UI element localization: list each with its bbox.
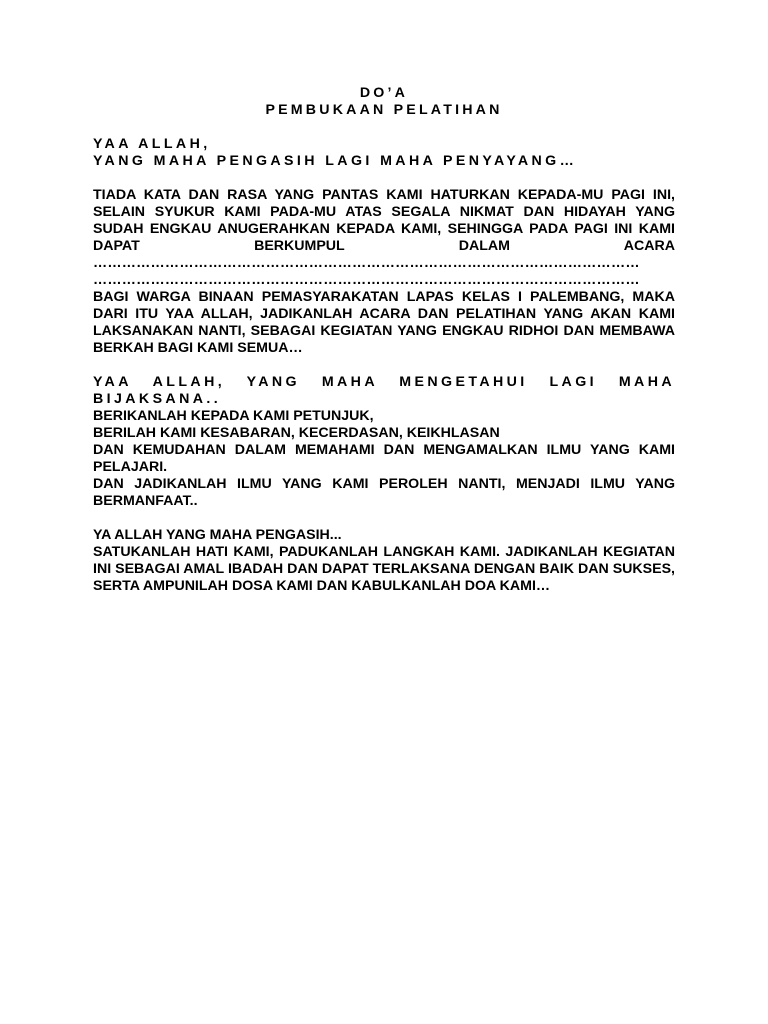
opening-line-1: YAA ALLAH, (93, 136, 211, 152)
dotted-line-2: …………………………………………………………………………………………………… (93, 272, 640, 288)
spacer (93, 170, 675, 187)
paragraph-3-heading: YA ALLAH YANG MAHA PENGASIH... (93, 527, 342, 543)
paragraph-3: SATUKANLAH HATI KAMI, PADUKANLAH LANGKAH KAMI. JADIKANLAH KEGIATAN INI SEBAGAI AMAL IBADAH DAN DAPAT TERLAKSANA DENGAN BAIK DAN SUKSES, SERTA AMPUNILAH DOSA KAMI DAN KABULKANLAH DOA KAMI… (93, 544, 675, 594)
document-title-line-2: PEMBUKAAN PELATIHAN (265, 102, 503, 118)
paragraph-2-line-2: BERILAH KAMI KESABARAN, KECERDASAN, KEIKHLASAN (93, 425, 500, 441)
opening-line-2: YANG MAHA PENGASIH LAGI MAHA PENYAYANG… (93, 153, 578, 169)
paragraph-2-line-1: BERIKANLAH KEPADA KAMI PETUNJUK, (93, 408, 374, 424)
spacer (93, 119, 675, 136)
paragraph-2-line-3: DAN KEMUDAHAN DALAM MEMAHAMI DAN MENGAMALKAN ILMU YANG KAMI PELAJARI. (93, 442, 675, 475)
paragraph-2-heading-a: YAA ALLAH, YANG MAHA MENGETAHUI LAGI MAHA (93, 374, 675, 390)
document-page (93, 85, 675, 595)
paragraph-1: TIADA KATA DAN RASA YANG PANTAS KAMI HATURKAN KEPADA-MU PAGI INI, SELAIN SYUKUR KAMI PADA-MU ATAS SEGALA NIKMAT DAN HIDAYAH YANG SUDAH ENGKAU ANUGERAHKAN KEPADA KAMI, SEHINGGA PADA PAGI INI KAMI DAPAT BERKUMPUL DALAM ACARA (93, 187, 675, 254)
paragraph-2-heading-b: BIJAKSANA.. (93, 391, 222, 407)
document-title-line-1: DO’A (359, 85, 409, 101)
paragraph-1-continued: BAGI WARGA BINAAN PEMASYARAKATAN LAPAS KELAS I PALEMBANG, MAKA DARI ITU YAA ALLAH, JADIKANLAH ACARA DAN PELATIHAN YANG AKAN KAMI LAKSANAKAN NANTI, SEBAGAI KEGIATAN YANG ENGKAU RIDHOI DAN MEMBAWA BERKAH BAGI KAMI SEMUA… (93, 289, 675, 356)
dotted-line-1: …………………………………………………………………………………………………… (93, 255, 640, 271)
paragraph-2-line-4: DAN JADIKANLAH ILMU YANG KAMI PEROLEH NANTI, MENJADI ILMU YANG BERMANFAAT.. (93, 476, 675, 509)
spacer (93, 357, 675, 374)
spacer (93, 510, 675, 527)
